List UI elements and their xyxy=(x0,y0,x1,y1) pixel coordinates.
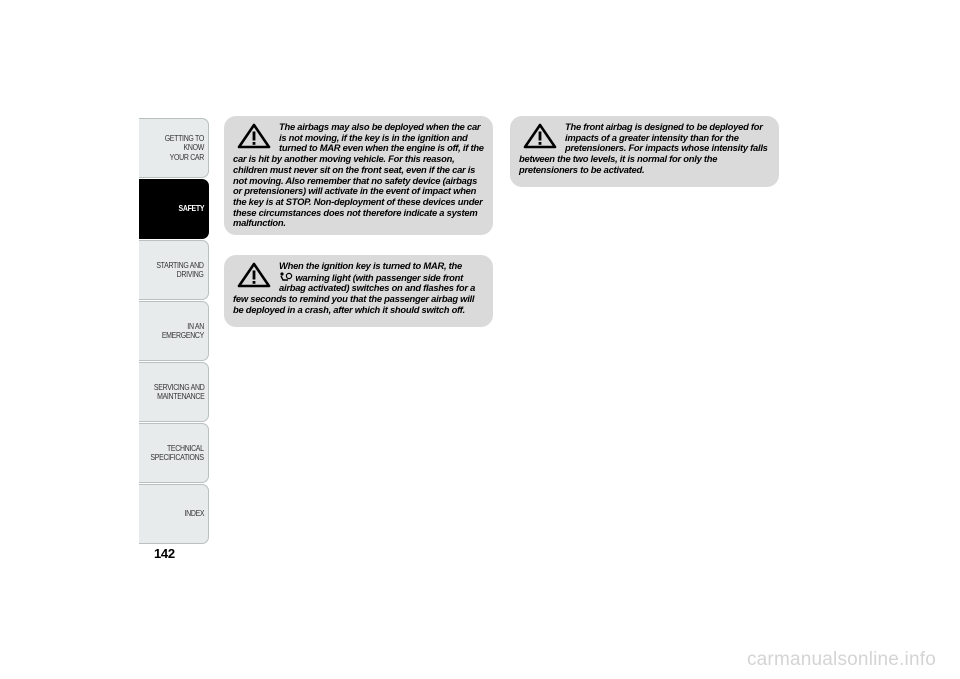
tab-label: IN AN EMERGENCY xyxy=(161,321,204,340)
tab-label: GETTING TO KNOW YOUR CAR xyxy=(164,133,204,162)
warning-triangle-icon xyxy=(237,123,273,149)
warning-note-airbag-deploy xyxy=(224,116,493,235)
note-text-after: warning light (with passenger side front airbag activated) switches on and flashes for a few seconds to remind you that the passenger airbag will be deployed in a crash, after which it should switch off. xyxy=(233,271,476,315)
page-number: 142 xyxy=(154,546,175,561)
warning-note-airbag-light xyxy=(224,255,493,327)
tab-servicing-and-maintenance[interactable] xyxy=(139,362,209,422)
airbag-warning-light-icon xyxy=(279,272,293,282)
tab-in-an-emergency[interactable] xyxy=(139,301,209,361)
warning-note-front-airbag xyxy=(510,116,779,187)
tab-label: SAFETY xyxy=(178,204,204,214)
note-text: The airbags may also be deployed when the car is not moving, if the key is in the ignition and turned to MAR even when the engine is off, if the car is hit by another moving vehicle. For this reason, children must never sit on the front seat, even if the car is not moving. Also remember that no safety device (airbags or pretensioners) will activate in the event of impact when the key is at STOP. Non-deployment of these devices under these circumstances does not therefore indicate a system malfunction. xyxy=(233,121,484,229)
note-text-before: When the ignition key is turned to MAR, the xyxy=(279,260,462,271)
tab-starting-and-driving[interactable] xyxy=(139,240,209,300)
tab-label: SERVICING AND MAINTENANCE xyxy=(153,382,204,401)
watermark: carmanualsonline.info xyxy=(746,649,936,670)
tab-label: TECHNICAL SPECIFICATIONS xyxy=(150,443,204,462)
tab-label: INDEX xyxy=(184,509,204,519)
tab-getting-to-know-your-car[interactable] xyxy=(139,118,209,178)
note-text: The front airbag is designed to be deployed for impacts of a greater intensity than for the pretensioners. For impacts whose intensity falls between the two levels, it is normal for only the pretensioners to be activated. xyxy=(519,121,768,175)
tab-technical-specifications[interactable] xyxy=(139,423,209,483)
tab-label: STARTING AND DRIVING xyxy=(156,260,204,279)
warning-triangle-icon xyxy=(523,123,559,149)
tab-safety[interactable] xyxy=(139,179,209,239)
warning-triangle-icon xyxy=(237,262,273,288)
tab-index[interactable] xyxy=(139,484,209,544)
